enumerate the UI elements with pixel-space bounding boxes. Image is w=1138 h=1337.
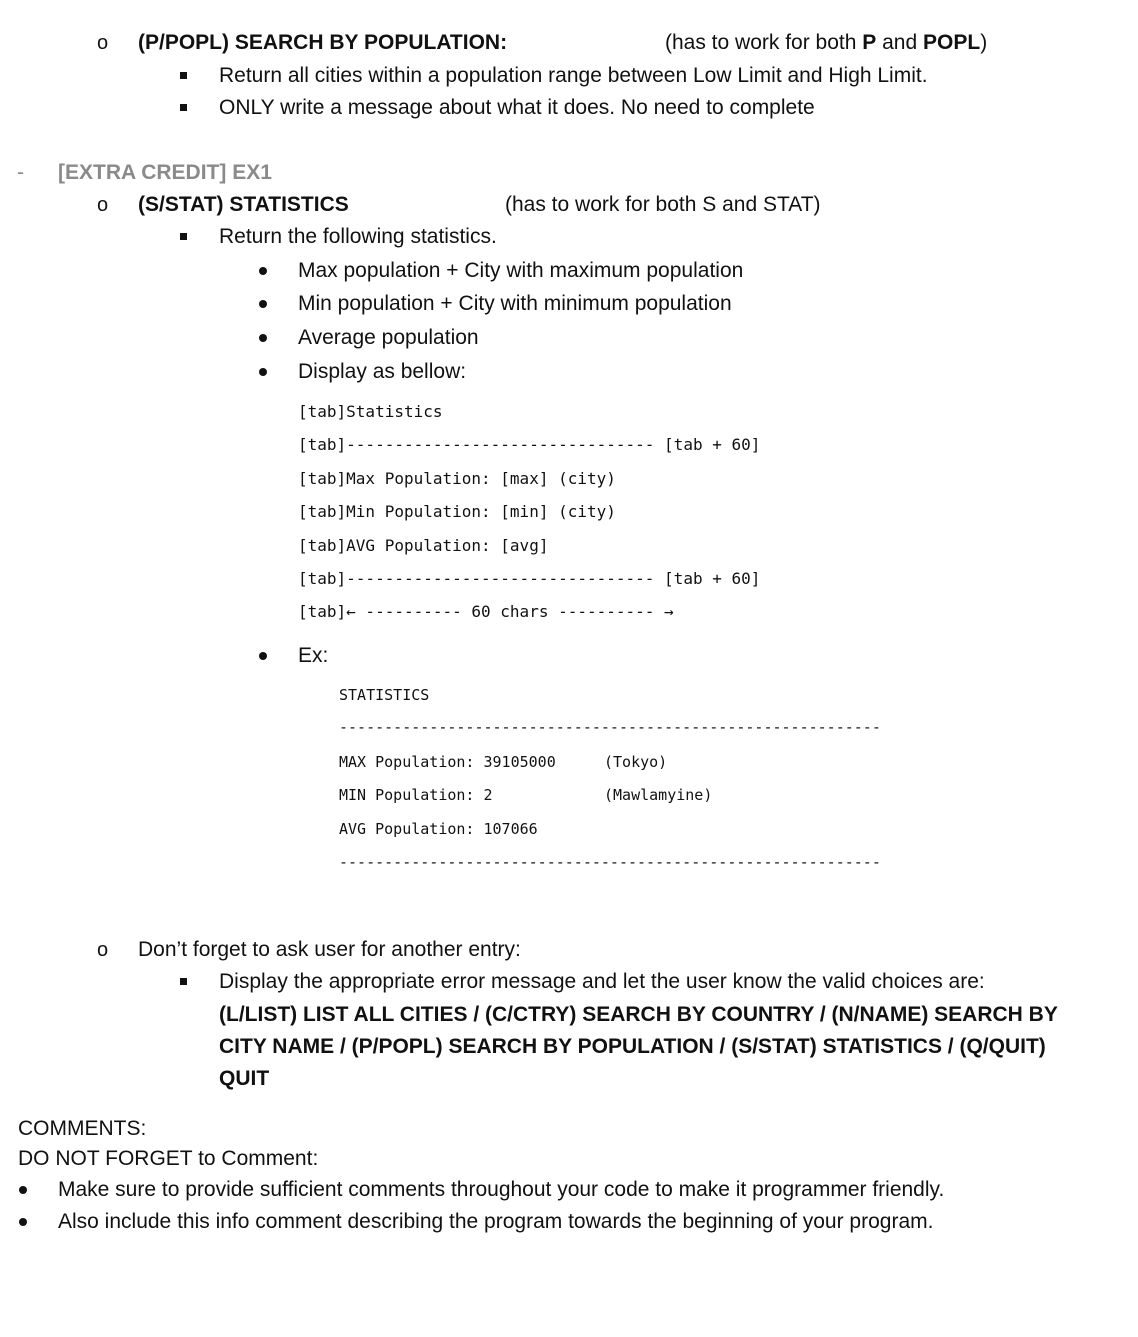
circle-bullet-icon: o (97, 32, 109, 54)
stat-intro: Return the following statistics. (219, 225, 497, 248)
popl-note: (has to work for both P and POPL) (665, 31, 988, 54)
square-bullet-icon (180, 72, 187, 79)
stat-item-min: Min population + City with minimum population (298, 292, 732, 315)
square-bullet-icon (180, 978, 187, 985)
square-bullet-icon (180, 104, 187, 111)
dot-bullet-icon (259, 334, 267, 342)
template-line: [tab]Statistics (298, 402, 443, 421)
extra-dash: - (17, 161, 24, 184)
comments-subheading: DO NOT FORGET to Comment: (18, 1147, 319, 1170)
stat-item-avg: Average population (298, 326, 479, 349)
dot-bullet-icon (259, 267, 267, 275)
template-line: [tab]-------------------------------- [tab + 60] (298, 435, 761, 454)
dot-bullet-icon (19, 1186, 27, 1194)
example-max: MAX Population: 39105000 (339, 753, 556, 771)
circle-bullet-icon: o (97, 194, 109, 216)
example-avg: AVG Population: 107066 (339, 820, 538, 838)
example-max-city: (Tokyo) (604, 753, 668, 771)
stat-title: (S/STAT) STATISTICS (138, 193, 349, 216)
template-line: [tab]Min Population: [min] (city) (298, 502, 616, 521)
popl-title: (P/POPL) SEARCH BY POPULATION: (138, 31, 508, 54)
template-line: [tab]Max Population: [max] (city) (298, 469, 616, 488)
template-line: [tab]AVG Population: [avg] (298, 536, 549, 555)
reentry-choices: (L/LIST) LIST ALL CITIES / (C/CTRY) SEARCH BY COUNTRY / (N/NAME) SEARCH BY (219, 1003, 1058, 1026)
example-min-city: (Mawlamyine) (604, 786, 713, 804)
dot-bullet-icon (19, 1218, 27, 1226)
extra-credit-heading: [EXTRA CREDIT] EX1 (58, 161, 272, 184)
example-min: MIN Population: 2 (339, 786, 493, 804)
example-heading: STATISTICS (339, 686, 430, 704)
template-line: [tab]-------------------------------- [tab + 60] (298, 569, 761, 588)
circle-bullet-icon: o (97, 939, 109, 961)
popl-bullet-1: Return all cities within a population range between Low Limit and High Limit. (219, 64, 928, 87)
comments-bullet-2: Also include this info comment describing the program towards the beginning of your program. (58, 1210, 934, 1233)
reentry-choices: QUIT (219, 1067, 270, 1090)
dot-bullet-icon (259, 368, 267, 376)
ex-label: Ex: (298, 644, 329, 667)
example-rule: ------------------------------------------------------------ (339, 853, 881, 871)
stat-item-display: Display as bellow: (298, 360, 467, 383)
stat-note: (has to work for both S and STAT) (505, 193, 821, 216)
popl-bullet-2: ONLY write a message about what it does. No need to complete (219, 96, 815, 119)
comments-heading: COMMENTS: (18, 1117, 147, 1140)
reentry-line: Display the appropriate error message and let the user know the valid choices are: (219, 970, 985, 993)
comments-bullet-1: Make sure to provide sufficient comments throughout your code to make it programmer friendly. (58, 1178, 945, 1201)
reentry-title: Don’t forget to ask user for another entry: (138, 938, 521, 961)
stat-item-max: Max population + City with maximum population (298, 259, 744, 282)
dot-bullet-icon (259, 300, 267, 308)
square-bullet-icon (180, 233, 187, 240)
example-rule: ------------------------------------------------------------ (339, 718, 881, 736)
template-line: [tab]← ---------- 60 chars ---------- → (298, 602, 674, 621)
dot-bullet-icon (259, 652, 267, 660)
reentry-choices: CITY NAME / (P/POPL) SEARCH BY POPULATION / (S/STAT) STATISTICS / (Q/QUIT) (219, 1035, 1046, 1058)
